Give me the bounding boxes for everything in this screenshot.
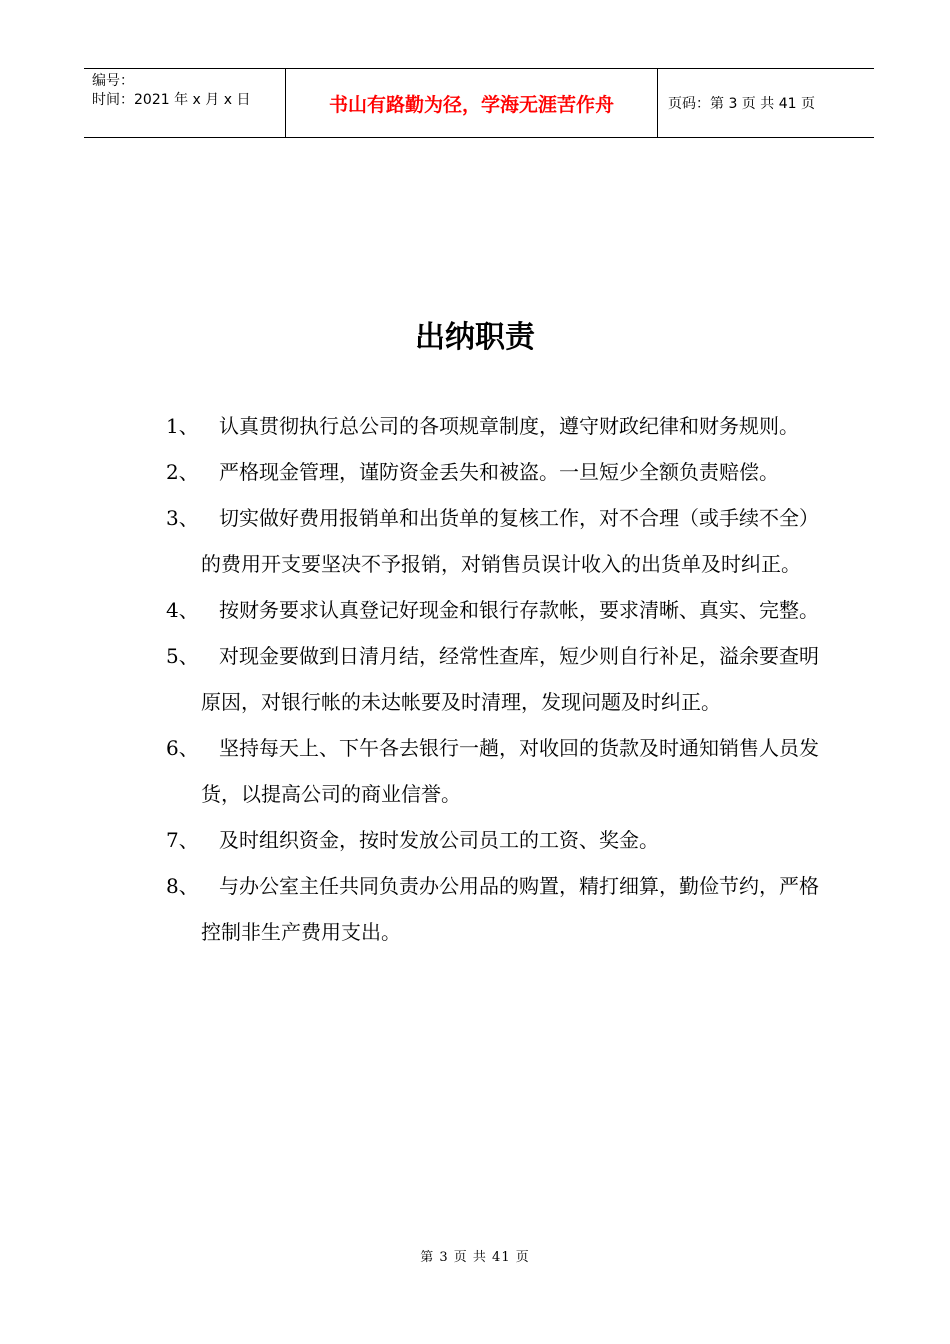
- item-text: 与办公室主任共同负责办公用品的购置，精打细算，勤俭节约，严格控制非生产费用支出。: [201, 874, 819, 944]
- header-divider: [657, 69, 658, 137]
- list-item: [166, 633, 826, 725]
- page-header: [84, 68, 874, 138]
- item-number: 1、: [166, 414, 199, 438]
- item-text: 切实做好费用报销单和出货单的复核工作，对不合理（或手续不全）的费用开支要坚决不予报销，对销售员误计收入的出货单及时纠正。: [201, 506, 819, 576]
- header-page-info: 页码：第 3 页 共 41 页: [668, 96, 815, 112]
- item-text: 认真贯彻执行总公司的各项规章制度，遵守财政纪律和财务规则。: [219, 414, 799, 438]
- page-footer: 第 3 页 共 41 页: [420, 1250, 530, 1265]
- item-number: 8、: [166, 874, 199, 898]
- list-item: [166, 587, 826, 633]
- list-item: [166, 449, 826, 495]
- document-title: 出纳职责: [415, 320, 535, 355]
- item-text: 对现金要做到日清月结，经常性查库，短少则自行补足，溢余要查明原因，对银行帐的未达帐要及时清理，发现问题及时纠正。: [201, 644, 819, 714]
- item-text: 及时组织资金，按时发放公司员工的工资、奖金。: [219, 828, 659, 852]
- list-item: [166, 403, 826, 449]
- item-text: 严格现金管理，谨防资金丢失和被盗。一旦短少全额负责赔偿。: [219, 460, 779, 484]
- list-item: [166, 725, 826, 817]
- list-item: [166, 863, 826, 955]
- header-left: [92, 72, 250, 110]
- duty-list: [166, 403, 826, 955]
- time-label: 时间：2021 年 x 月 x 日: [92, 92, 251, 108]
- list-item: [166, 817, 826, 863]
- item-number: 2、: [166, 460, 199, 484]
- item-number: 5、: [166, 644, 199, 668]
- list-item: [166, 495, 826, 587]
- item-number: 7、: [166, 828, 199, 852]
- serial-label: 编号：: [92, 73, 134, 89]
- item-text: 按财务要求认真登记好现金和银行存款帐，要求清晰、真实、完整。: [219, 598, 819, 622]
- item-number: 3、: [166, 506, 199, 530]
- header-motto: 书山有路勤为径，学海无涯苦作舟: [328, 93, 614, 116]
- item-text: 坚持每天上、下午各去银行一趟，对收回的货款及时通知销售人员发货，以提高公司的商业信誉。: [201, 736, 819, 806]
- item-number: 6、: [166, 736, 199, 760]
- item-number: 4、: [166, 598, 199, 622]
